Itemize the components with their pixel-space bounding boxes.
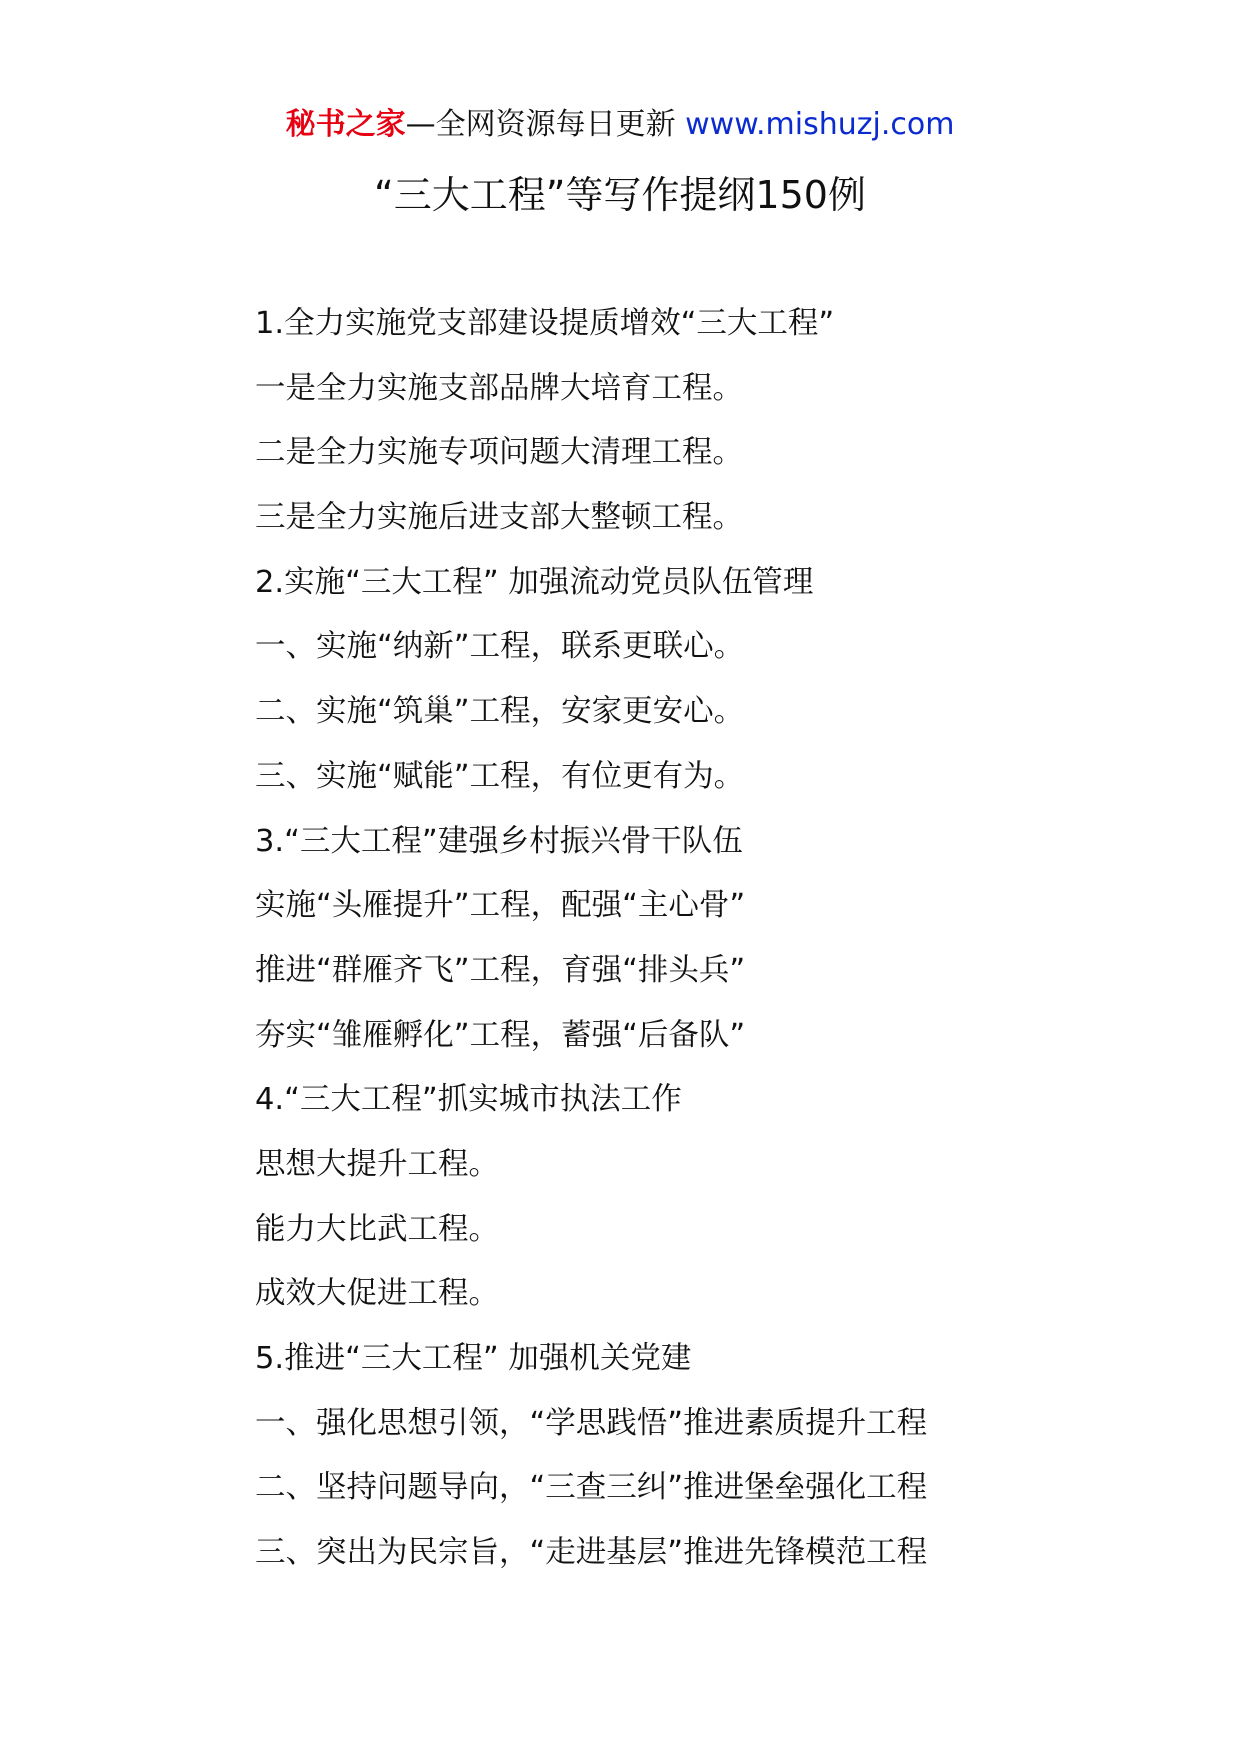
section-heading-2: 2.实施“三大工程” 加强流动党员队伍管理 [255, 564, 814, 600]
document-title: “三大工程”等写作提纲150例 [374, 173, 866, 217]
outline-item: 三、实施“赋能”工程，有位更有为。 [255, 758, 745, 794]
brand-name: 秘书之家 [285, 107, 406, 142]
banner-tagline: —全网资源每日更新 [405, 107, 686, 142]
outline-item: 推进“群雁齐飞”工程，育强“排头兵” [255, 952, 746, 988]
section-heading-3: 3.“三大工程”建强乡村振兴骨干队伍 [255, 823, 743, 859]
outline-item: 三是全力实施后进支部大整顿工程。 [255, 500, 743, 536]
outline-item: 二、坚持问题导向，“三查三纠”推进堡垒强化工程 [255, 1470, 928, 1506]
section-heading-4: 4.“三大工程”抓实城市执法工作 [255, 1082, 682, 1118]
section-heading-5: 5.推进“三大工程” 加强机关党建 [255, 1341, 692, 1376]
outline-item: 一是全力实施支部品牌大培育工程。 [255, 370, 743, 406]
site-banner [0, 101, 1240, 149]
outline-item: 二是全力实施专项问题大清理工程。 [255, 435, 743, 471]
outline-item: 三、突出为民宗旨，“走进基层”推进先锋模范工程 [255, 1535, 928, 1571]
site-url-link[interactable]: www.mishuzj.com [685, 107, 955, 142]
outline-item: 成效大促进工程。 [255, 1276, 499, 1312]
outline-item: 夯实“雏雁孵化”工程，蓄强“后备队” [255, 1017, 746, 1053]
document-body [255, 292, 1155, 1586]
outline-item: 能力大比武工程。 [255, 1211, 499, 1247]
section-heading-1: 1.全力实施党支部建设提质增效“三大工程” [255, 306, 835, 341]
outline-item: 二、实施“筑巢”工程，安家更安心。 [255, 694, 745, 730]
outline-item: 一、强化思想引领，“学思践悟”推进素质提升工程 [255, 1405, 928, 1441]
outline-item: 实施“头雁提升”工程，配强“主心骨” [255, 888, 746, 924]
outline-item: 一、实施“纳新”工程，联系更联心。 [255, 629, 745, 665]
outline-item: 思想大提升工程。 [255, 1146, 499, 1182]
